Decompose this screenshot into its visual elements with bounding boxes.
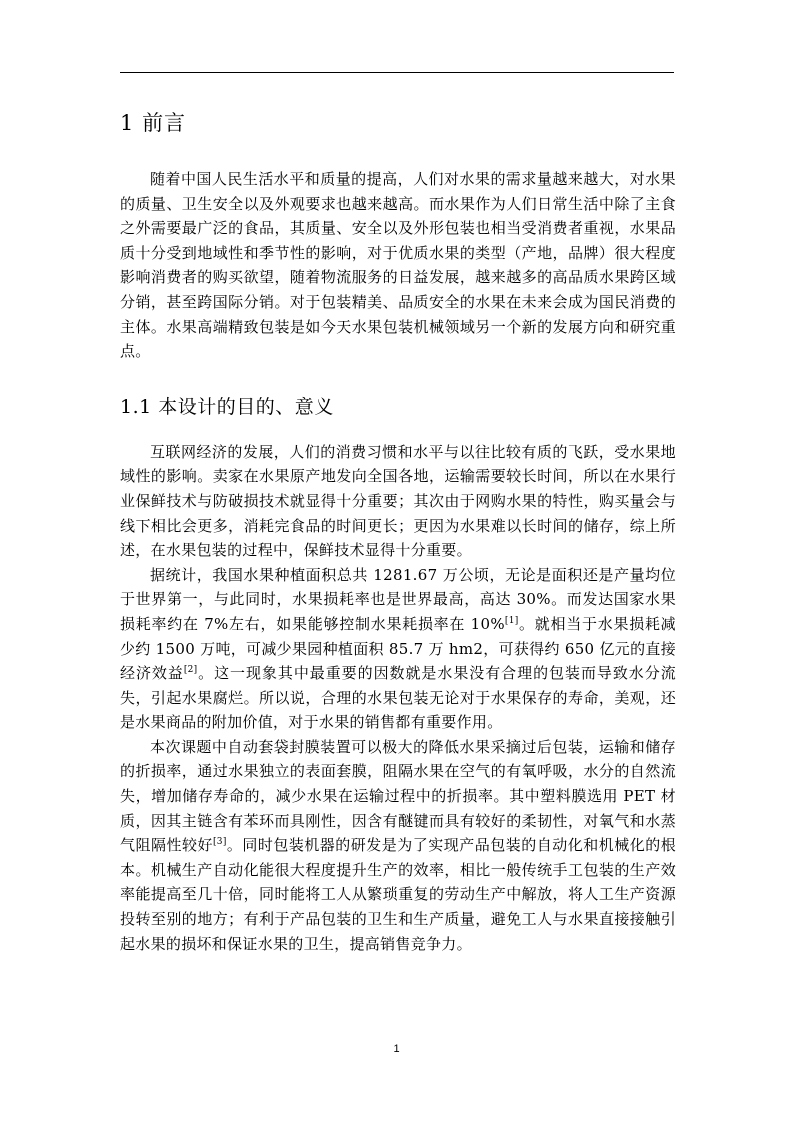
paragraph-text: 。这一现象其中最重要的因数就是水果没有合理的包装而导致水分流失，引起水果腐烂。所以说，合理的水果包装无论对于水果保存的寿命，美观，还是水果商品的附加价值，对于水果的销售都有重要作用。 (120, 664, 676, 732)
subsection-number: 1.1 (120, 395, 152, 418)
section-number: 1 (120, 111, 135, 135)
subsection-heading (120, 392, 676, 440)
paragraph-text: 据统计，我国水果种植面积总共 1281.67 万公顷，无论是面积还是产量均位于世界第一，与此同时，水果损耗率也是世界最高，高达 30%。而发达国家水果损耗率约在 7%左右，如果能够控制水果耗损率在 10% (120, 565, 676, 633)
section-title: 前言 (142, 111, 187, 135)
paragraph-text: 本次课题中自动套袋封膜装置可以极大的降低水果采摘过后包装，运输和储存的折损率，通过水果独立的表面套膜，阻隔水果在空气的有氧呼吸，水分的自然流失，增加储存寿命的，减少水果在运输过程中的折损率。其中塑料膜选用 PET 材质，因其主链含有苯环而具刚性，因含有醚键而具有较好的柔韧性，对氧气和水蒸气阻隔性较好 (120, 737, 676, 855)
citation-ref: [2] (183, 665, 198, 676)
body-paragraph-2 (120, 563, 676, 735)
paragraph-text: 。就相当于水果损耗减少约 1500 万吨，可减少果园种植面积 85.7 万 hm2，可获得约 650 亿元的直接经济效益 (120, 614, 676, 683)
body-paragraph-1: 互联网经济的发展，人们的消费习惯和水平与以往比较有质的飞跃，受水果地域性的影响。卖家在水果原产地发向全国各地，运输需要较长时间，所以在水果行业保鲜技术与防破损技术就显得十分重要；其次由于网购水果的特性，购买量会与线下相比会更多，消耗完食品的时间更长；更因为水果难以长时间的储存，综上所述，在水果包装的过程中，保鲜技术显得十分重要。 (120, 442, 676, 560)
spacer (120, 146, 676, 167)
citation-ref: [3] (212, 837, 227, 848)
paragraph-text: 。同时包装机器的研发是为了实现产品包装的自动化和机械化的根本。机械生产自动化能很大程度提升生产的效率，相比一般传统手工包装的生产效率能提高至几十倍，同时能将工人从繁琐重复的劳动生产中解放，将人工生产资源投转至别的地方；有利于产品包装的卫生和生产质量，避免工人与水果直接接触引起水果的损坏和保证水果的卫生，提高销售竞争力。 (120, 836, 677, 953)
subsection-title: 本设计的目的、意义 (158, 395, 334, 418)
spacer (120, 364, 676, 392)
page-body (120, 108, 676, 956)
header-rule (120, 72, 674, 73)
section-heading (120, 108, 676, 146)
body-paragraph-3 (120, 735, 676, 956)
intro-paragraph: 随着中国人民生活水平和质量的提高，人们对水果的需求量越来越大，对水果的质量、卫生安全以及外观要求也越来越高。而水果作为人们日常生活中除了主食之外需要最广泛的食品，其质量、安全以及外形包装也相当受消费者重视，水果品质十分受到地域性和季节性的影响，对于优质水果的类型（产地，品牌）很大程度影响消费者的购买欲望，随着物流服务的日益发展，越来越多的高品质水果跨区域分销，甚至跨国际分销。对于包装精美、品质安全的水果在未来会成为国民消费的主体。水果高端精致包装是如今天水果包装机械领域另一个新的发展方向和研究重点。 (120, 170, 676, 361)
citation-ref: [1] (504, 615, 519, 626)
page-number: 1 (393, 1043, 400, 1055)
